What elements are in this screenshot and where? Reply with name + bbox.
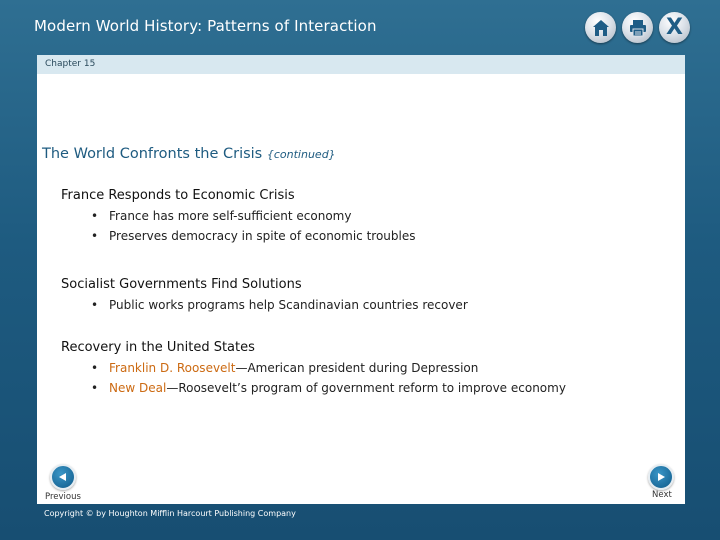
slide-title-text: The World Confronts the Crisis (42, 146, 263, 162)
previous-label[interactable]: Previous (45, 492, 81, 502)
slide-title (42, 146, 336, 162)
previous-button[interactable] (50, 464, 76, 490)
bullet-dot: • (91, 298, 99, 312)
bullet-item (61, 361, 566, 375)
bullet-item (61, 298, 468, 312)
close-icon: X (666, 14, 683, 40)
bullet-item (61, 381, 566, 395)
bullet-dot: • (91, 229, 99, 243)
home-icon (591, 18, 611, 38)
bullet-dot: • (91, 361, 99, 375)
section-france (61, 188, 415, 243)
section-socialist (61, 277, 468, 312)
next-label[interactable]: Next (652, 490, 672, 500)
arrow-left-icon (58, 472, 68, 482)
bullet-text: —American president during Depression (235, 361, 479, 375)
home-button[interactable] (585, 12, 616, 43)
print-button[interactable] (622, 12, 653, 43)
top-toolbar (585, 12, 690, 43)
close-button[interactable] (659, 12, 690, 43)
next-button[interactable] (648, 464, 674, 490)
bullet-item (61, 209, 415, 223)
section-heading: France Responds to Economic Crisis (61, 188, 295, 203)
key-term: Franklin D. Roosevelt (109, 361, 236, 375)
chapter-label: Chapter 15 (45, 59, 96, 69)
section-united-states (61, 340, 566, 395)
section-heading: Socialist Governments Find Solutions (61, 277, 302, 292)
bullet-text: France has more self-sufficient economy (109, 209, 352, 223)
bullet-dot: • (91, 381, 99, 395)
copyright-text: Copyright © by Houghton Mifflin Harcourt Publishing Company (44, 509, 296, 518)
key-term: New Deal (109, 381, 167, 395)
section-heading: Recovery in the United States (61, 340, 255, 355)
bullet-dot: • (91, 209, 99, 223)
bullet-text: —Roosevelt’s program of government reform to improve economy (166, 381, 566, 395)
app-title: Modern World History: Patterns of Interaction (34, 17, 377, 35)
chapter-bar (37, 55, 685, 74)
slide-title-suffix: {continued} (266, 148, 336, 161)
arrow-right-icon (656, 472, 666, 482)
print-icon (628, 18, 648, 38)
bullet-text: Public works programs help Scandinavian countries recover (109, 298, 468, 312)
bullet-item (61, 229, 415, 243)
slide-content (37, 74, 685, 504)
bullet-text: Preserves democracy in spite of economic troubles (109, 229, 416, 243)
